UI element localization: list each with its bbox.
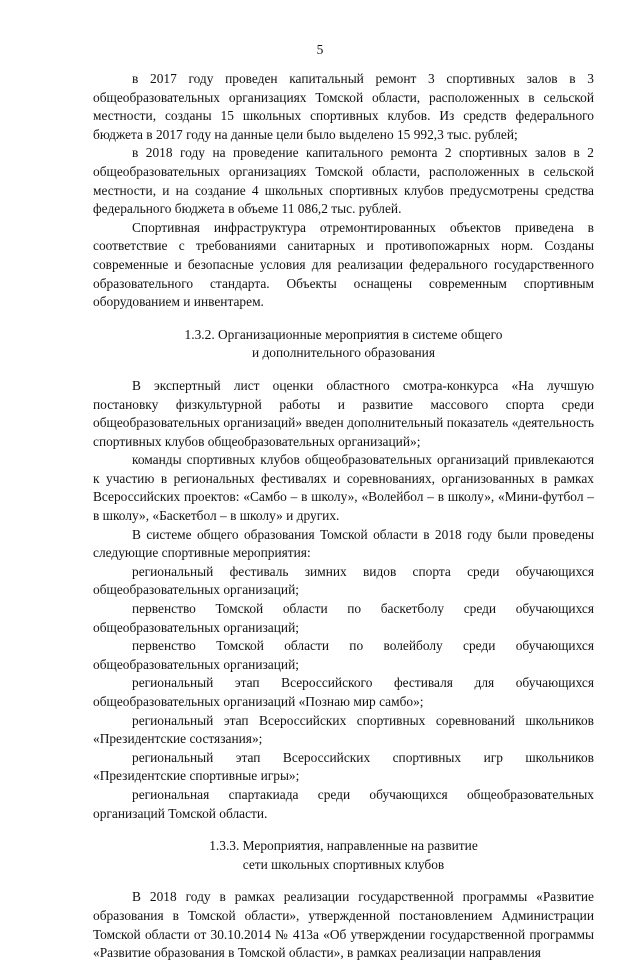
list-item-presidential-games: региональный этап Всероссийских спортивных игр школьников «Президентские спортивные игры»; bbox=[93, 749, 594, 784]
section-heading-1-3-3 bbox=[93, 837, 594, 874]
section-heading-line: 1.3.3. Мероприятия, направленные на развитие bbox=[209, 838, 478, 854]
section-heading-line: сети школьных спортивных клубов bbox=[242, 856, 445, 872]
section-heading-line: 1.3.2. Организационные мероприятия в системе общего bbox=[184, 326, 503, 342]
section-heading-line: и дополнительного образования bbox=[251, 345, 435, 361]
list-item-volleyball: первенство Томской области по волейболу среди обучающихся общеобразовательных организаций; bbox=[93, 638, 594, 672]
paragraph-capital-repair-2017: в 2017 году проведен капитальный ремонт 3 спортивных залов в 3 общеобразовательных организациях Томской области, расположенных в сельской местности, созданы 15 школьных спортивных клубов. Из средств федерального бюджета в 2017 году на данные цели было выделено 15 992,3 тыс. рублей; bbox=[93, 71, 594, 142]
paragraph-capital-repair-2018: в 2018 году на проведение капитального ремонта 2 спортивных залов в 2 общеобразовательных организациях Томской области, расположенных в сельской местности, и на создание 4 школьных спортивных клубов предусмотрены средства федерального бюджета в объеме 11 086,2 тыс. рублей. bbox=[93, 145, 594, 217]
list-item-winter-festival: региональный фестиваль зимних видов спорта среди обучающихся общеобразовательных организаций; bbox=[93, 563, 594, 598]
section-heading-1-3-2 bbox=[93, 326, 594, 363]
paragraph-state-program-2018: В 2018 году в рамках реализации государственной программы «Развитие образования в Томской области», утвержденной постановлением Администрации Томской области от 30.10.2014 № 413а «Об утверждении государственной программы «Развитие образования в Томской области», в рамках реализации направления bbox=[93, 889, 594, 961]
paragraph-events-intro: В системе общего образования Томской области в 2018 году были проведены следующие спортивные мероприятия: bbox=[93, 526, 594, 561]
list-item-spartakiad: региональная спартакиада среди обучающихся общеобразовательных организаций Томской области. bbox=[93, 786, 594, 821]
page-number: 5 bbox=[316, 42, 324, 57]
paragraph-club-teams: команды спортивных клубов общеобразовательных организаций привлекаются к участию в региональных фестивалях и соревнованиях, организованных в рамках Всероссийских проектов: «Самбо – в школу», «Волейбол – в школу», «Мини-футбол – в школу», «Баскетбол – в школу» и других. bbox=[93, 452, 594, 524]
list-item-sambo-festival: региональный этап Всероссийского фестиваля для обучающихся общеобразовательных организаций «Познаю мир самбо»; bbox=[93, 675, 594, 709]
list-item-basketball: первенство Томской области по баскетболу среди обучающихся общеобразовательных организаций; bbox=[93, 601, 594, 635]
paragraph-expert-sheet: В экспертный лист оценки областного смотра-конкурса «На лучшую постановку физкультурной работы и развитие массового спорта среди общеобразовательных организаций» введен дополнительный показатель «деятельность спортивных клубов общеобразовательных организаций»; bbox=[93, 377, 594, 449]
list-item-presidential-contests: региональный этап Всероссийских спортивных соревнований школьников «Президентские состязания»; bbox=[93, 712, 594, 747]
body-text bbox=[93, 70, 594, 963]
paragraph-sports-infrastructure: Спортивная инфраструктура отремонтированных объектов приведена в соответствие с требованиями санитарных и противопожарных норм. Созданы современные и безопасные условия для реализации федерального государственного образовательного стандарта. Объекты оснащены современным спортивным оборудованием и инвентарем. bbox=[93, 219, 594, 310]
